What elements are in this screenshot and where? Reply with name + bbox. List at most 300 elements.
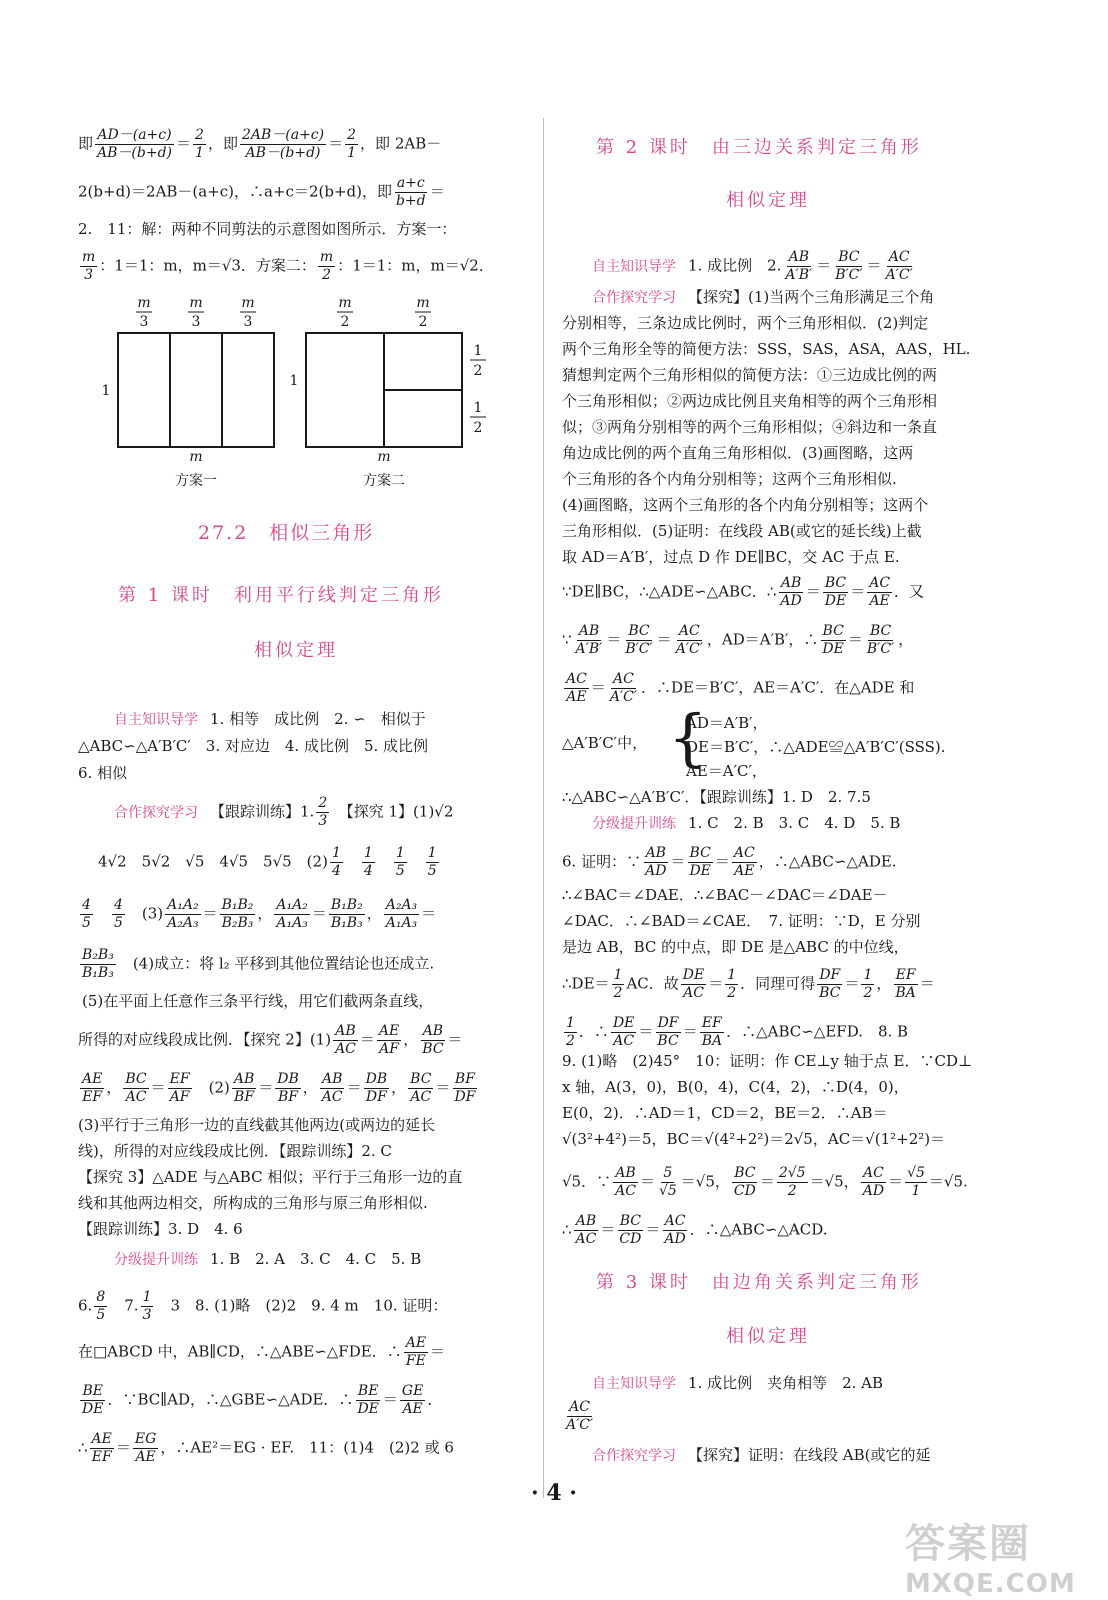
fraction	[355, 1384, 380, 1417]
text-line: 角边成比例的两个直角三角形相似．(3)画图略，这两	[562, 444, 914, 462]
fraction-denominator: 1	[195, 145, 204, 161]
fraction-denominator: AD	[645, 863, 667, 879]
fraction-denominator: CD	[619, 1231, 642, 1247]
fraction-denominator: BC	[657, 1033, 679, 1049]
text-line: ∵ $\frac{AB}{A'B'}$ ＝ $\frac{BC}{B'C'}$ ＝ $\frac{AC}{A'C'}$ ，AD＝A′B′，∴ $\frac{BC}{DE}$ ＝ $\frac{BC}{B'C'}$ ，	[562, 623, 914, 657]
fraction-numerator: 1	[331, 845, 341, 861]
fraction	[364, 1072, 390, 1105]
text-line: $\frac{m}{3}$ ：1＝1：m，m＝√3．方案二： $\frac{m}{2}$ ：1＝1：m，m＝√2．	[82, 249, 494, 283]
fraction	[700, 1016, 724, 1049]
fraction	[611, 1016, 636, 1049]
fraction-denominator: 4	[363, 863, 373, 879]
text-line: $\frac{4}{5}$ $\frac{4}{5}$ (3) $\frac{\text{A₁A₂}}{\text{A₂A₃}}$ ＝ $\frac{\text{B₁B₂}}{\text{B₂B₃}}$ ， $\frac{\text{A₁A₂}}{\text{A₁A₃}}$ ＝ $\frac{\text{B₁B₂}}{\text{B₁B₃}}$ ， $\frac{\text{A₂A₃}}{\text{A₁A₃}}$ ＝	[82, 897, 437, 931]
fraction-numerator: DB	[277, 1071, 299, 1087]
fraction-numerator: AE	[405, 1335, 427, 1351]
fraction	[574, 624, 605, 657]
fraction-denominator: 4	[331, 863, 341, 879]
fraction	[820, 624, 845, 657]
fraction-denominator: A′B′	[575, 641, 603, 657]
dim-label: m	[377, 449, 391, 465]
fraction-denominator: AC	[683, 985, 704, 1001]
fraction	[783, 250, 814, 283]
text-line: 合作探究学习 【探究】证明：在线段 AB(或它的延	[592, 1446, 931, 1464]
text-line: ∵DE∥BC，∴△ADE∽△ABC．∴ $\frac{AB}{AD}$ ＝ $\frac{BC}{DE}$ ＝ $\frac{AC}{AE}$ ．又	[562, 575, 925, 609]
fraction	[141, 1290, 154, 1323]
fraction-denominator: DE	[689, 863, 711, 879]
fraction-numerator: AC	[869, 575, 891, 591]
fraction	[777, 1166, 808, 1199]
page-number: · 4 ·	[531, 1480, 577, 1506]
fraction-numerator: 4	[82, 897, 91, 913]
fraction	[617, 1214, 643, 1247]
text-line: 自主知识导学 1. 相等 成比例 2. ∽ 相似于	[114, 710, 426, 728]
fraction-numerator: EF	[701, 1015, 722, 1031]
fraction-numerator: AE	[82, 1071, 103, 1087]
fraction	[404, 1336, 428, 1369]
text-line: ∴DE＝ $\frac{1}{2}$ AC．故 $\frac{DE}{AC}$ ＝ $\frac{1}{2}$ ．同理可得 $\frac{DF}{BC}$ ＝ $\frac{1}{2}$ ， $\frac{EF}{BA}$ ＝	[562, 967, 935, 1001]
fraction-numerator: 2	[195, 127, 204, 143]
text-line: $\frac{AE}{EF}$ ， $\frac{BC}{AC}$ ＝ $\frac{EF}{AF}$ (2) $\frac{AB}{BF}$ ＝ $\frac{DB}{BF}$ ， $\frac{AB}{AC}$ ＝ $\frac{DB}{DF}$ ， $\frac{BC}{AC}$ ＝ $\frac{BF}{DF}$	[82, 1071, 476, 1105]
text-line: 6. 相似	[78, 764, 128, 782]
fraction-denominator: BC	[422, 1041, 444, 1057]
fraction	[823, 576, 848, 609]
fraction-numerator: DF	[819, 967, 841, 983]
text-line: x 轴，A(3，0)，B(0，4)，C(4，2)，∴D(4，0)，	[562, 1078, 909, 1096]
fraction-numerator: 1	[863, 967, 873, 983]
fraction	[193, 128, 206, 161]
fraction-numerator: AB	[780, 575, 802, 591]
fraction-denominator: AB－(b+d)	[97, 145, 172, 161]
fraction	[320, 1072, 345, 1105]
fraction	[80, 898, 93, 931]
text-line: 分级提升训练 1. B 2. A 3. C 4. C 5. B	[114, 1250, 422, 1268]
fraction-numerator: B₂B₃	[82, 947, 114, 963]
scheme-two-figure	[290, 295, 486, 489]
dim-label: m	[137, 295, 151, 311]
fraction	[345, 128, 358, 161]
fraction-denominator: AC	[575, 1231, 597, 1247]
fraction-numerator: AC	[569, 1399, 590, 1415]
fraction	[732, 846, 757, 879]
cutting-diagram	[98, 295, 538, 495]
fraction-denominator: 2	[863, 985, 873, 1001]
fraction-numerator: BE	[82, 1383, 103, 1399]
fraction	[662, 1214, 687, 1247]
text-line: 合作探究学习 【跟踪训练】1. $\frac{2}{3}$ 【探究 1】(1)√2	[114, 795, 454, 829]
fraction-numerator: BC	[628, 623, 650, 639]
fraction-denominator: AE	[402, 1401, 423, 1417]
fraction-denominator: AB－(b+d)	[245, 145, 321, 161]
fraction	[394, 176, 428, 209]
scheme-two-caption: 方案二	[363, 473, 405, 489]
fraction	[123, 1072, 148, 1105]
heading-tag: 自主知识导学	[592, 258, 676, 275]
fraction-numerator: AC	[664, 1213, 686, 1229]
dim-label: 3	[191, 314, 201, 330]
fraction	[377, 1024, 401, 1057]
text-line: 自主知识导学 1. 成比例 2. $\frac{AB}{A'B'}$ ＝ $\frac{BC}{B'C'}$ ＝ $\frac{AC}{A'C'}$	[592, 249, 913, 283]
fraction-denominator: CD	[733, 1183, 756, 1199]
text-line: 线)，所得的对应线段成比例．【跟踪训练】2. C	[78, 1142, 392, 1160]
fraction	[426, 846, 439, 879]
fraction	[232, 1072, 256, 1105]
fraction	[732, 1166, 758, 1199]
fraction-denominator: B₁B₃	[82, 965, 114, 981]
text-line: ∴ $\frac{AE}{EF}$ ＝ $\frac{EG}{AE}$ ，∴AE²＝EG · EF. 11：(1)4 (2)2 或 6	[78, 1431, 454, 1465]
fraction-denominator: 2	[727, 985, 737, 1001]
fraction-denominator: AE	[734, 863, 755, 879]
fraction	[316, 796, 329, 829]
fraction-numerator: A₁A₂	[276, 897, 308, 913]
fraction	[333, 1024, 358, 1057]
heading-tag: 合作探究学习	[592, 290, 676, 306]
fraction	[574, 1214, 599, 1247]
fraction-denominator: A′C′	[609, 689, 638, 705]
fraction	[867, 576, 892, 609]
fraction	[817, 968, 842, 1001]
fraction-denominator: B′C′	[625, 641, 653, 657]
text-line: $\frac{AC}{AE}$ ＝ $\frac{AC}{A'C'}$ ．∴DE＝B′C′，AE＝A′C′．在△ADE 和	[566, 671, 915, 705]
text-line: 6. $\frac{8}{5}$ 7. $\frac{1}{3}$ 3 8. (1)略 (2)2 9. 4 m 10. 证明：	[78, 1289, 448, 1323]
text-line: 2(b+d)＝2AB－(a+c)，∴a+c＝2(b+d)，即 $\frac{a+c}{b+d}$ ＝	[78, 175, 445, 209]
fraction	[612, 968, 625, 1001]
fraction-denominator: 5	[113, 915, 123, 931]
fraction-denominator: AC	[410, 1089, 432, 1105]
text-line: 9. (1)略 (2)45° 10：证明：作 CE⊥y 轴于点 E．∵CD⊥	[562, 1052, 973, 1070]
text-line: ∴△ABC∽△A′B′C′．【跟踪训练】1. D 2. 7.5	[562, 788, 871, 806]
fraction-denominator: A₁A₃	[385, 915, 418, 931]
fraction-numerator: AB	[578, 623, 600, 639]
fraction-denominator: b+d	[395, 193, 426, 209]
fraction-numerator: DF	[657, 1015, 679, 1031]
dim-label: 2	[340, 314, 350, 330]
text-line: √(3²+4²)＝5，BC＝√(4²+2²)＝2√5，AC＝√(1²+2²)＝	[562, 1130, 946, 1148]
fraction-numerator: 1	[427, 845, 437, 861]
fraction	[318, 250, 335, 283]
fraction-numerator: DE	[612, 1015, 635, 1031]
fraction-denominator: AC	[335, 1041, 356, 1057]
fraction	[833, 250, 864, 283]
text-line: 2. 11：解：两种不同剪法的示意图如图所示．方案一：	[78, 220, 457, 238]
fraction-denominator: 2	[322, 267, 332, 283]
fraction	[687, 846, 712, 879]
fraction-numerator: 1	[566, 1015, 575, 1031]
fraction-denominator: DF	[365, 1089, 387, 1105]
fraction-numerator: AE	[91, 1431, 112, 1447]
fraction-denominator: DE	[357, 1401, 379, 1417]
fraction-numerator: AE	[378, 1023, 400, 1039]
dim-label: 1	[101, 383, 111, 399]
fraction	[893, 968, 917, 1001]
fraction-numerator: m	[319, 249, 334, 265]
fraction-denominator: B′C′	[835, 267, 863, 283]
watermark	[905, 1512, 1076, 1599]
lesson-title: 第 1 课时 利用平行线判定三角形	[118, 585, 444, 606]
fraction-numerator: AC	[678, 623, 700, 639]
fraction-numerator: AB	[322, 1071, 343, 1087]
fraction-numerator: AC	[888, 249, 910, 265]
fraction-numerator: DB	[365, 1071, 388, 1087]
fraction	[384, 898, 419, 931]
fraction-numerator: BC	[689, 845, 711, 861]
text-line: (5)在平面上任意作三条平行线，用它们截两条直线，	[82, 992, 434, 1010]
fraction	[240, 128, 326, 161]
text-line: 线和其他两边相交，所构成的三角形与原三角形相似.	[78, 1194, 428, 1212]
dim-label: 1	[473, 343, 483, 359]
fraction-numerator: BC	[824, 575, 847, 591]
fraction-numerator: 1	[363, 845, 373, 861]
text-line: 似；③两角分别相等的两个三角形相似；④斜边和一条直	[562, 418, 938, 436]
fraction-denominator: BF	[278, 1089, 299, 1105]
fraction-denominator: AD	[780, 593, 802, 609]
fraction	[564, 672, 589, 705]
dim-label: 1	[473, 400, 483, 416]
fraction	[94, 1290, 107, 1323]
fraction	[865, 624, 896, 657]
fraction-numerator: AC	[613, 671, 634, 687]
text-line: 两个三角形全等的简便方法：SSS，SAS，ASA，AAS，HL.	[562, 340, 971, 358]
fraction	[275, 1072, 301, 1105]
dim-label: 2	[473, 363, 483, 379]
fraction	[329, 898, 365, 931]
lesson-title: 第 3 课时 由边角关系判定三角形	[596, 1272, 922, 1293]
fraction-numerator: BF	[454, 1071, 475, 1087]
fraction	[861, 968, 874, 1001]
fraction-denominator: BF	[234, 1089, 255, 1105]
text-line: 4√2 5√2 √5 4√5 5√5 (2) $\frac{1}{4}$ $\frac{1}{4}$ $\frac{1}{5}$ $\frac{1}{5}$	[98, 845, 437, 879]
fraction-denominator: 3	[318, 813, 328, 829]
fraction	[905, 1166, 927, 1199]
fraction-denominator: A₂A₃	[167, 915, 199, 931]
fraction-denominator: 1	[347, 145, 357, 161]
fraction-denominator: 5	[427, 863, 437, 879]
text-line: 合作探究学习 【探究】(1)当两个三角形满足三个角	[592, 288, 935, 306]
fraction	[643, 846, 668, 879]
fraction	[80, 1384, 105, 1417]
text-line: ∠DAC．∴∠BAD＝∠CAE． 7. 证明：∵D，E 分别	[562, 912, 921, 930]
fraction	[778, 576, 803, 609]
fraction-denominator: DE	[82, 1401, 104, 1417]
fraction-numerator: BC	[838, 249, 860, 265]
fraction-denominator: BC	[819, 985, 841, 1001]
fraction	[90, 1432, 114, 1465]
fraction-numerator: AC	[733, 845, 755, 861]
fraction	[674, 624, 705, 657]
fraction	[112, 898, 125, 931]
fraction	[408, 1072, 433, 1105]
fraction-numerator: √5	[907, 1165, 925, 1181]
text-line: ∴ $\frac{AB}{AC}$ ＝ $\frac{BC}{CD}$ ＝ $\frac{AC}{AD}$ ．∴△ABC∽△ACD.	[562, 1213, 828, 1247]
fraction	[80, 948, 116, 981]
column-divider	[543, 118, 544, 1498]
fraction	[884, 250, 915, 283]
dim-label: m	[189, 449, 203, 465]
fraction	[608, 672, 639, 705]
text-line: $\frac{BE}{DE}$ ．∵BC∥AD，∴△GBE∽△ADE．∴ $\frac{BE}{DE}$ ＝ $\frac{GE}{AE}$ ．	[82, 1383, 443, 1417]
fraction-denominator: AF	[379, 1041, 399, 1057]
dim-label: 3	[243, 314, 253, 330]
fraction-numerator: 1	[727, 967, 737, 983]
fraction-denominator: A₁A₃	[276, 915, 308, 931]
fraction	[725, 968, 738, 1001]
fraction-denominator: 5	[395, 863, 405, 879]
scheme-one-caption: 方案一	[175, 473, 217, 489]
fraction-denominator: 1	[911, 1183, 921, 1199]
fraction-numerator: AB	[335, 1023, 356, 1039]
lesson-title: 第 2 课时 由三边关系判定三角形	[596, 137, 922, 158]
heading-tag: 分级提升训练	[592, 816, 676, 832]
text-line: ∴∠BAC＝∠DAE．∴∠BAC－∠DAC＝∠DAE－	[562, 886, 888, 904]
fraction-denominator: B₁B₃	[330, 915, 363, 931]
fraction	[613, 1166, 638, 1199]
fraction-denominator: DE	[822, 641, 844, 657]
dim-label: m	[416, 295, 430, 311]
fraction	[220, 898, 256, 931]
fraction-numerator: BC	[619, 1213, 641, 1229]
text-line: 个三角形相似；②两边成比例且夹角相等的两个三角形相	[562, 392, 938, 410]
fraction-denominator: A′B′	[785, 267, 813, 283]
fraction-numerator: AB	[645, 845, 666, 861]
fraction-denominator: A′C′	[885, 267, 913, 283]
fraction-numerator: AB	[788, 249, 809, 265]
fraction	[362, 846, 375, 879]
fraction-denominator: EF	[91, 1449, 112, 1465]
fraction-numerator: 4	[113, 897, 123, 913]
text-line: 分别相等，三条边成比例时，两个三角形相似．(2)判定	[562, 314, 929, 332]
lesson-title-cont: 相似定理	[254, 640, 338, 661]
fraction-denominator: AD	[862, 1183, 885, 1199]
fraction-numerator: 2	[347, 127, 357, 143]
fraction-numerator: BC	[869, 623, 892, 639]
fraction-numerator: DE	[682, 967, 705, 983]
fraction-numerator: BC	[410, 1071, 432, 1087]
text-line: 个三角形的各个内角分别相等；这两个三角形相似.	[562, 470, 897, 488]
fraction-numerator: BC	[125, 1071, 147, 1087]
fraction-numerator: A₁A₂	[167, 897, 199, 913]
fraction-denominator: AC	[613, 1033, 635, 1049]
text-line: 6. 证明：∵ $\frac{AB}{AD}$ ＝ $\frac{BC}{DE}$ ＝ $\frac{AC}{AE}$ ，∴△ABC∽△ADE.	[562, 845, 897, 879]
text-line: E(0，2)．∴AD＝1，CD＝2，BE＝2．∴AB＝	[562, 1104, 888, 1122]
fraction	[861, 1166, 886, 1199]
fraction	[95, 128, 174, 161]
fraction	[394, 846, 407, 879]
dim-label: 3	[139, 314, 149, 330]
text-line: 取 AD＝A′B′，过点 D 作 DE∥BC，交 AC 于点 E.	[562, 548, 900, 566]
text-line: 【探究 3】△ADE 与△ABC 相似；平行于三角形一边的直	[78, 1168, 463, 1186]
dim-label: m	[189, 295, 203, 311]
fraction	[681, 968, 706, 1001]
watermark-url: MXQE.COM	[905, 1569, 1076, 1599]
fraction	[80, 1072, 104, 1105]
fraction-numerator: BC	[822, 623, 844, 639]
heading-tag: 分级提升训练	[114, 1252, 198, 1268]
fraction-denominator: AE	[566, 689, 587, 705]
dim-label: m	[241, 295, 255, 311]
fraction-denominator: 2	[613, 985, 623, 1001]
heading-tag: 自主知识导学	[114, 712, 198, 728]
fraction-denominator: AC	[615, 1183, 636, 1199]
fraction-denominator: DE	[824, 593, 847, 609]
fraction	[655, 1016, 680, 1049]
dim-label: 2	[473, 420, 483, 436]
text-line: (4)画图略，这两个三角形的各个内角分别相等；这两个	[562, 496, 929, 514]
fraction-numerator: AC	[862, 1165, 884, 1181]
fraction-denominator: AC	[321, 1089, 343, 1105]
text-line: 在□ABCD 中，AB∥CD，∴△ABE∽△FDE．∴ $\frac{AE}{FE}$ ＝	[78, 1335, 446, 1369]
fraction-denominator: DF	[454, 1089, 476, 1105]
fraction-denominator: A′C′	[566, 1417, 594, 1433]
fraction-denominator: AE	[869, 593, 890, 609]
text-line	[562, 1400, 597, 1433]
fraction-denominator: AD	[664, 1231, 686, 1247]
fraction-numerator: AD－(a+c)	[97, 127, 172, 143]
fraction-denominator: 2	[787, 1183, 797, 1199]
fraction-numerator: AB	[233, 1071, 255, 1087]
fraction-numerator: AB	[615, 1165, 636, 1181]
dim-label: m	[338, 295, 352, 311]
fraction-denominator: FE	[405, 1353, 426, 1369]
fraction-numerator: AB	[575, 1213, 597, 1229]
fraction-numerator: EF	[895, 967, 916, 983]
fraction	[420, 1024, 445, 1057]
fraction	[564, 1400, 595, 1433]
fraction-numerator: 1	[395, 845, 405, 861]
fraction-numerator: 2AB－(a+c)	[241, 127, 325, 143]
fraction	[623, 624, 654, 657]
fraction-denominator: √5	[658, 1183, 677, 1199]
fraction-numerator: 5	[663, 1165, 673, 1181]
fraction	[564, 1016, 577, 1049]
text-line: 即 $\frac{AD-(a+c)}{AB-(b+d)}$ ＝ $\frac{2}{1}$ ，即 $\frac{2AB-(a+c)}{AB-(b+d)}$ ＝ $\frac{2}{1}$ ，即 2AB－	[78, 127, 442, 161]
fraction	[274, 898, 309, 931]
fraction-numerator: BE	[357, 1383, 379, 1399]
fraction-numerator: AB	[422, 1023, 444, 1039]
fraction-numerator: a+c	[396, 175, 425, 191]
fraction-denominator: EF	[82, 1089, 103, 1105]
scheme-one-figure	[102, 295, 274, 489]
fraction	[80, 250, 97, 283]
fraction-numerator: 2	[318, 795, 328, 811]
fraction-denominator: AC	[125, 1089, 147, 1105]
fraction	[400, 1384, 425, 1417]
text-line: $\frac{\text{B₂B₃}}{\text{B₁B₃}}$ (4)成立：将 l₂ 平移到其他位置结论也还成立.	[82, 947, 435, 981]
dim-label: 1	[289, 373, 299, 389]
fraction-numerator: m	[82, 249, 96, 265]
fraction	[330, 846, 343, 879]
fraction-denominator: B′C′	[866, 641, 895, 657]
fraction-numerator: AC	[566, 671, 587, 687]
lesson-title-cont: 相似定理	[726, 190, 810, 211]
fraction-numerator: GE	[401, 1383, 424, 1399]
heading-tag: 自主知识导学	[592, 1376, 676, 1392]
fraction-numerator: A₂A₃	[385, 897, 418, 913]
fraction-denominator: 5	[82, 915, 91, 931]
text-line: 是边 AB，BC 的中点，即 DE 是△ABC 的中位线，	[562, 938, 909, 956]
lesson-title-cont: 相似定理	[726, 1326, 810, 1347]
watermark-logo-text: 答案圈	[905, 1521, 1031, 1567]
text-line: 猜想判定两个三角形相似的简便方法：①三边成比例的两	[562, 366, 938, 384]
fraction-numerator: 2√5	[778, 1165, 806, 1181]
fraction	[168, 1072, 192, 1105]
text-line: 三角形相似．(5)证明：在线段 AB(或它的延长线)上截	[562, 522, 922, 540]
fraction-numerator: BC	[734, 1165, 756, 1181]
fraction	[452, 1072, 477, 1105]
fraction-denominator: AF	[169, 1089, 190, 1105]
text-line: 【跟踪训练】3. D 4. 6	[78, 1220, 243, 1238]
fraction-denominator: A′C′	[675, 641, 703, 657]
section-title: 27.2 相似三角形	[198, 522, 375, 544]
text-line: √5．∵ $\frac{AB}{AC}$ ＝ $\frac{5}{√5}$ ＝√5， $\frac{BC}{CD}$ ＝ $\frac{2√5}{2}$ ＝√5， $\frac{AC}{AD}$ ＝ $\frac{√5}{1}$ ＝√5.	[562, 1165, 968, 1199]
